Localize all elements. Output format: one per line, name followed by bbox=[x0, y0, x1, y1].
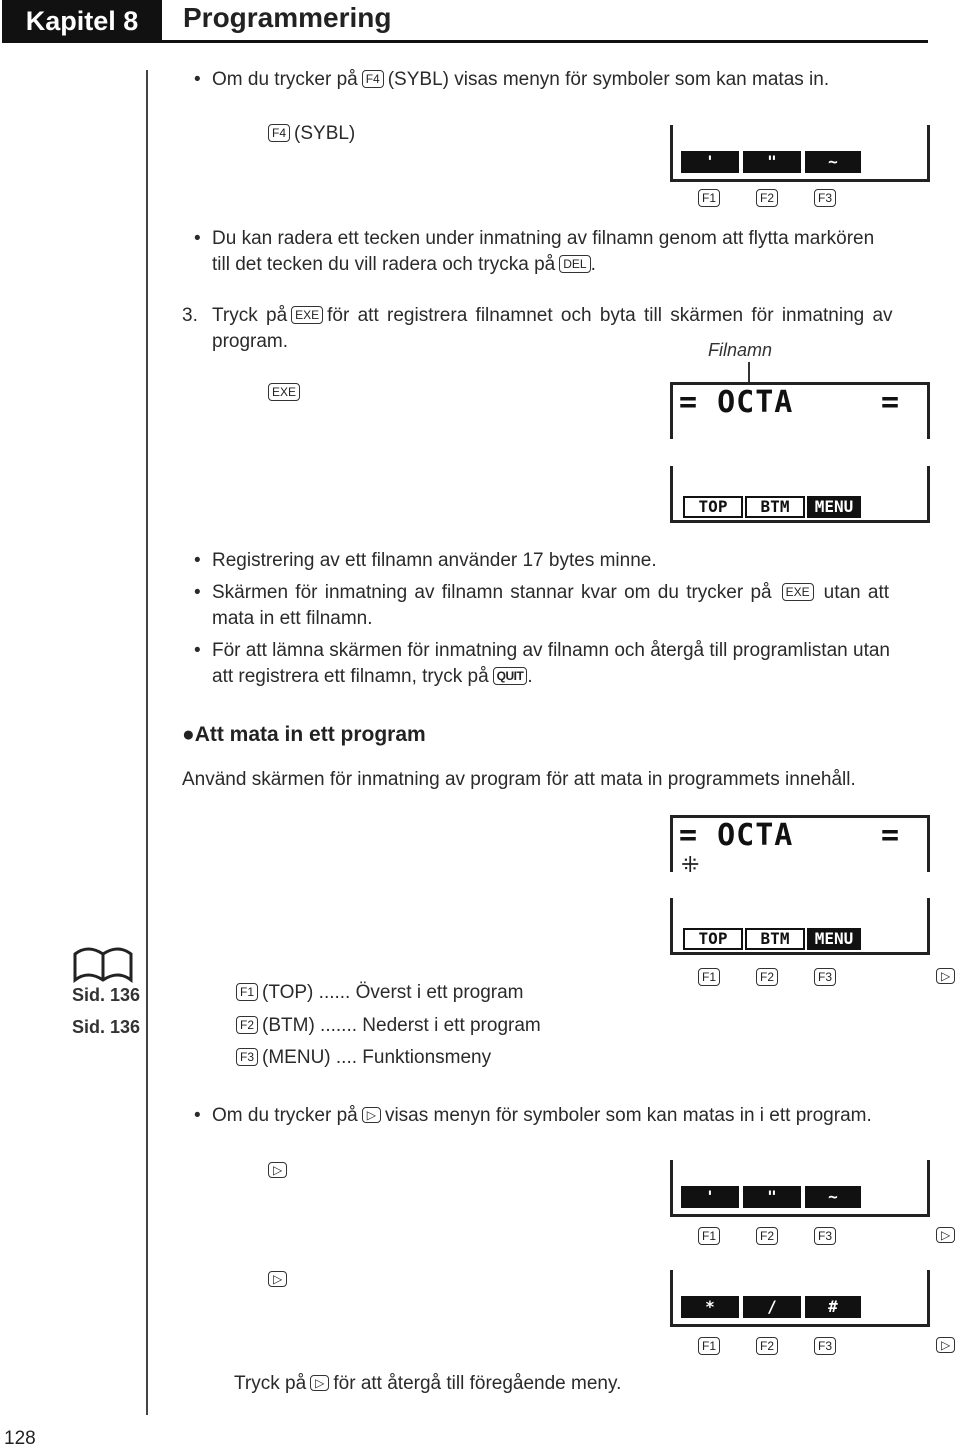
filnamn-pointer bbox=[748, 362, 750, 382]
book-icon bbox=[72, 944, 134, 989]
right-key: ▷ bbox=[936, 968, 955, 984]
menu-menu: MENU bbox=[807, 496, 861, 518]
f2-key: F2 bbox=[756, 1337, 778, 1355]
lcd-symbol-menu-2 bbox=[670, 1160, 930, 1217]
step-sybl: F4 (SYBL) bbox=[268, 121, 355, 147]
exe-key: EXE bbox=[782, 583, 814, 601]
f3-key: F3 bbox=[814, 1337, 836, 1355]
del-key: DEL bbox=[559, 255, 590, 273]
right-key: ▷ bbox=[936, 1227, 955, 1243]
bullet-stays: • Skärmen för inmatning av filnamn stannar kvar om du trycker på EXE utan att mata in ett filnamn. bbox=[212, 580, 932, 632]
f1-key: F1 bbox=[698, 189, 720, 207]
menu-sym-1: ' bbox=[681, 1186, 739, 1208]
menu-sym-6: # bbox=[805, 1296, 861, 1318]
section-intro: Använd skärmen för inmatning av program för att mata in programmets innehåll. bbox=[182, 769, 856, 790]
return-note: Tryck på ▷ för att återgå till föregående meny. bbox=[234, 1373, 622, 1394]
func-btm: F2 (BTM) ....... Nederst i ett program bbox=[236, 1013, 541, 1039]
section-title: ●Att mata in ett program bbox=[182, 723, 426, 746]
page-title: Programmering bbox=[183, 2, 392, 33]
chapter-tab: Kapitel 8 bbox=[2, 0, 162, 42]
lcd-eq: = bbox=[881, 385, 901, 420]
lcd-filename-top bbox=[670, 382, 930, 439]
menu-sym-1: ' bbox=[681, 151, 739, 173]
f2-key: F2 bbox=[756, 189, 778, 207]
f4-key: F4 bbox=[362, 70, 384, 88]
f3-key: F3 bbox=[814, 1227, 836, 1245]
f3-key: F3 bbox=[814, 189, 836, 207]
f2-key: F2 bbox=[236, 1016, 258, 1034]
right-key: ▷ bbox=[362, 1107, 381, 1123]
right-key: ▷ bbox=[310, 1375, 329, 1391]
menu-sym-4: * bbox=[681, 1296, 739, 1318]
section-bullet: ● bbox=[182, 723, 195, 746]
right-key: ▷ bbox=[268, 1162, 287, 1178]
menu-top: TOP bbox=[683, 928, 743, 950]
fkey-row-3 bbox=[694, 1224, 960, 1250]
step-3-text: Tryck på EXE för att registrera filnamnet och byta till skärmen för inmatning av program. bbox=[212, 305, 893, 352]
f1-key: F1 bbox=[698, 1337, 720, 1355]
ref-sid-136-a: Sid. 136 bbox=[72, 985, 141, 1005]
bullet-sybl: • Om du trycker på F4 (SYBL) visas menyn för symboler som kan matas in. bbox=[212, 67, 829, 93]
f2-key: F2 bbox=[756, 1227, 778, 1245]
bullet-program-symbols: • Om du trycker på ▷ visas menyn för symboler som kan matas in i ett program. bbox=[212, 1103, 872, 1129]
right-key: ▷ bbox=[936, 1337, 955, 1353]
step-3-exe bbox=[268, 380, 304, 406]
lcd-symbol-menu bbox=[670, 125, 930, 182]
step-3-num: 3. bbox=[182, 305, 198, 326]
f3-key: F3 bbox=[236, 1048, 258, 1066]
header-rule bbox=[2, 40, 928, 43]
lcd-program-top bbox=[670, 815, 930, 877]
exe-key: EXE bbox=[268, 383, 300, 401]
f2-key: F2 bbox=[756, 968, 778, 986]
menu-sym-3: ~ bbox=[805, 1186, 861, 1208]
lcd-eq: = bbox=[881, 818, 901, 853]
func-menu: F3 (MENU) .... Funktionsmeny bbox=[236, 1045, 491, 1071]
f1-key: F1 bbox=[698, 1227, 720, 1245]
menu-sym-2: " bbox=[743, 1186, 801, 1208]
f4-key: F4 bbox=[268, 124, 290, 142]
page-number: 128 bbox=[4, 1428, 36, 1449]
filnamn-label: Filnamn bbox=[708, 340, 773, 360]
step-right-2 bbox=[268, 1267, 291, 1293]
f3-key: F3 bbox=[814, 968, 836, 986]
menu-btm: BTM bbox=[745, 928, 805, 950]
menu-sym-2: " bbox=[743, 151, 801, 173]
bullet-delete: • Du kan radera ett tecken under inmatning av filnamn genom att flytta markören till det tecken du vill radera och trycka på DEL . bbox=[212, 226, 932, 278]
bullet-bytes: • Registrering av ett filnamn använder 17 bytes minne. bbox=[212, 548, 657, 574]
menu-menu: MENU bbox=[807, 928, 861, 950]
lcd-filename-menu bbox=[670, 466, 930, 523]
lcd-line: = OCTA bbox=[679, 818, 794, 853]
step-right-1 bbox=[268, 1158, 291, 1184]
menu-sym-5: / bbox=[743, 1296, 801, 1318]
func-top: F1 (TOP) ...... Överst i ett program bbox=[236, 980, 524, 1006]
f1-key: F1 bbox=[698, 968, 720, 986]
margin-rule bbox=[146, 70, 148, 1415]
lcd-program-menu bbox=[670, 898, 930, 955]
menu-top: TOP bbox=[683, 496, 743, 518]
lcd-symbol-menu-3 bbox=[670, 1270, 930, 1327]
cursor-icon: ⁜ bbox=[681, 852, 700, 877]
menu-btm: BTM bbox=[745, 496, 805, 518]
bullet-quit: • För att lämna skärmen för inmatning av filnamn och återgå till programlistan utan att registrera ett filnamn, tryck på QUIT . bbox=[212, 638, 932, 690]
fkey-row-1 bbox=[694, 186, 840, 212]
quit-key: QUIT bbox=[493, 667, 528, 685]
f1-key: F1 bbox=[236, 983, 258, 1001]
right-key: ▷ bbox=[268, 1271, 287, 1287]
exe-key: EXE bbox=[291, 306, 323, 324]
fkey-row-2 bbox=[694, 965, 960, 991]
lcd-line: = OCTA bbox=[679, 385, 794, 420]
fkey-row-4 bbox=[694, 1334, 960, 1360]
ref-sid-136-b: Sid. 136 bbox=[72, 1017, 141, 1037]
menu-sym-3: ~ bbox=[805, 151, 861, 173]
